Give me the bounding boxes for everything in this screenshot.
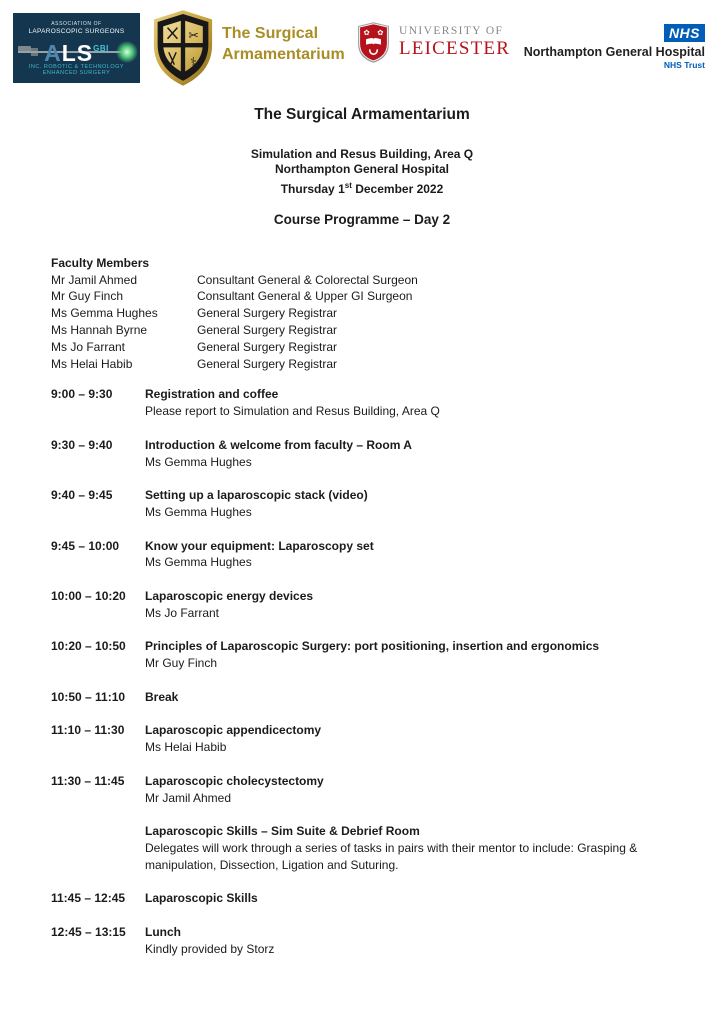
nhs-trust-label: NHS Trust (663, 60, 705, 70)
schedule-entry (145, 487, 673, 521)
schedule-entry (145, 638, 673, 672)
faculty-member-role: General Surgery Registrar (197, 323, 338, 338)
als-logo-acronym-row (13, 36, 140, 66)
faculty-member-name: Ms Hannah Byrne (51, 323, 148, 338)
venue-line: Simulation and Resus Building, Area Q (250, 147, 474, 161)
schedule-session-detail: Kindly provided by Storz (145, 941, 275, 956)
nhs-hospital-name: Northampton General Hospital (523, 45, 705, 59)
als-logo-text: ENHANCED SURGERY (42, 69, 111, 76)
faculty-member-role: General Surgery Registrar (197, 306, 338, 321)
schedule-session-detail: Mr Jamil Ahmed (145, 790, 232, 805)
schedule-time: 9:40 – 9:45 (51, 488, 113, 503)
schedule-section (51, 386, 673, 957)
schedule-entry (145, 689, 673, 706)
schedule-item (51, 638, 673, 672)
schedule-time: 9:00 – 9:30 (51, 387, 113, 402)
schedule-session-detail: Delegates will work through a series of tasks in pairs with their mentor to include: Grasping & manipulation, Dissection, Ligation and Suturing. (145, 840, 638, 872)
schedule-session-title: Break (145, 689, 179, 704)
event-details (51, 147, 673, 197)
schedule-session-detail: Ms Gemma Hughes (145, 454, 252, 469)
als-logo-text: INC. ROBOTIC & TECHNOLOGY (28, 63, 125, 70)
faculty-member-role: General Surgery Registrar (197, 339, 338, 354)
schedule-time: 9:45 – 10:00 (51, 538, 120, 553)
nhs-lozenge-icon: NHS (664, 24, 705, 42)
schedule-item (51, 588, 673, 622)
schedule-session-title: Setting up a laparoscopic stack (video) (145, 488, 368, 503)
schedule-item (51, 689, 673, 706)
svg-text:✿: ✿ (377, 28, 384, 38)
faculty-member-name: Mr Guy Finch (51, 289, 124, 304)
schedule-session-title: Laparoscopic Skills (145, 891, 258, 906)
schedule-item (51, 773, 673, 807)
svg-text:✂: ✂ (188, 28, 199, 43)
schedule-entry (145, 823, 673, 873)
schedule-item (51, 823, 673, 873)
faculty-member-name: Ms Gemma Hughes (51, 306, 158, 321)
uol-line2: LEICESTER (399, 38, 511, 59)
schedule-session-title: Laparoscopic Skills – Sim Suite & Debrief Room (145, 824, 420, 839)
faculty-member-name: Ms Jo Farrant (51, 339, 126, 354)
schedule-entry (145, 437, 673, 471)
faculty-member-name: Mr Jamil Ahmed (51, 272, 138, 287)
faculty-member-role: General Surgery Registrar (197, 356, 338, 371)
surgical-armamentarium-shield-icon (152, 9, 214, 92)
schedule-session-detail: Ms Gemma Hughes (145, 505, 252, 520)
schedule-session-detail: Ms Helai Habib (145, 740, 227, 755)
hospital-line: Northampton General Hospital (274, 162, 450, 177)
tsa-logo-line1: The Surgical (222, 25, 319, 42)
leicester-crest-icon (357, 21, 390, 64)
schedule-time: 11:30 – 11:45 (51, 773, 125, 788)
faculty-member-role: Consultant General & Upper GI Surgeon (197, 289, 413, 304)
schedule-session-detail: Ms Jo Farrant (145, 605, 220, 620)
als-logo-text: LAPAROSCOPIC SURGEONS (28, 27, 125, 35)
faculty-row (51, 356, 673, 373)
schedule-session-detail: Mr Guy Finch (145, 656, 218, 671)
date-line: Thursday 1st December 2022 (280, 180, 444, 196)
schedule-entry (145, 538, 673, 572)
schedule-session-title: Principles of Laparoscopic Surgery: port positioning, insertion and ergonomics (145, 639, 600, 654)
schedule-session-detail: Ms Gemma Hughes (145, 555, 252, 570)
schedule-item (51, 924, 673, 958)
faculty-section (51, 255, 673, 373)
schedule-time: 10:00 – 10:20 (51, 589, 126, 604)
schedule-session-title: Registration and coffee (145, 387, 279, 402)
schedule-time (51, 823, 145, 873)
als-logo-text: ASSOCIATION OF (51, 20, 102, 27)
faculty-list (51, 272, 673, 373)
faculty-row (51, 272, 673, 289)
faculty-row (51, 305, 673, 322)
schedule-time: 11:10 – 11:30 (51, 723, 125, 738)
schedule-entry (145, 386, 673, 420)
schedule-time: 10:20 – 10:50 (51, 639, 126, 654)
faculty-member-role: Consultant General & Colorectal Surgeon (197, 272, 418, 287)
als-acronym: $ALS^{GBI}$ (44, 39, 109, 66)
uol-line1: UNIVERSITY OF (399, 25, 504, 37)
green-glow-icon (116, 41, 138, 63)
faculty-row (51, 288, 673, 305)
schedule-item (51, 722, 673, 756)
svg-text:⚕: ⚕ (190, 54, 197, 69)
page-title: The Surgical Armamentarium (254, 106, 470, 123)
university-of-leicester-logo (357, 21, 510, 64)
schedule-session-title: Laparoscopic energy devices (145, 589, 314, 604)
schedule-entry (145, 773, 673, 807)
schedule-session-detail: Please report to Simulation and Resus Building, Area Q (145, 404, 440, 419)
schedule-entry (145, 722, 673, 756)
schedule-entry (145, 588, 673, 622)
schedule-entry (145, 890, 673, 907)
schedule-session-title: Introduction & welcome from faculty – Room A (145, 437, 412, 452)
schedule-time: 10:50 – 11:10 (51, 689, 126, 704)
schedule-session-title: Lunch (145, 924, 181, 939)
svg-text:✿: ✿ (363, 28, 370, 38)
schedule-session-title: Laparoscopic cholecystectomy (145, 773, 324, 788)
document-body (51, 106, 673, 974)
faculty-row (51, 339, 673, 356)
als-gbi-logo (13, 13, 140, 83)
schedule-item (51, 538, 673, 572)
schedule-time: 9:30 – 9:40 (51, 437, 113, 452)
schedule-time: 11:45 – 12:45 (51, 891, 126, 906)
schedule-item (51, 437, 673, 471)
faculty-heading: Faculty Members (51, 255, 150, 270)
schedule-session-title: Know your equipment: Laparoscopy set (145, 538, 374, 553)
faculty-row (51, 322, 673, 339)
schedule-item (51, 386, 673, 420)
leicester-logo-text (399, 25, 510, 60)
schedule-session-title: Laparoscopic appendicectomy (145, 723, 322, 738)
schedule-entry (145, 924, 673, 958)
faculty-member-name: Ms Helai Habib (51, 356, 133, 371)
surgical-armamentarium-logo-text (222, 23, 345, 65)
schedule-item (51, 890, 673, 907)
tsa-logo-line2: Armamentarium (222, 46, 345, 63)
schedule-time: 12:45 – 13:15 (51, 924, 126, 939)
nhs-northampton-logo (524, 24, 705, 70)
schedule-item (51, 487, 673, 521)
programme-title: Course Programme – Day 2 (273, 211, 451, 227)
